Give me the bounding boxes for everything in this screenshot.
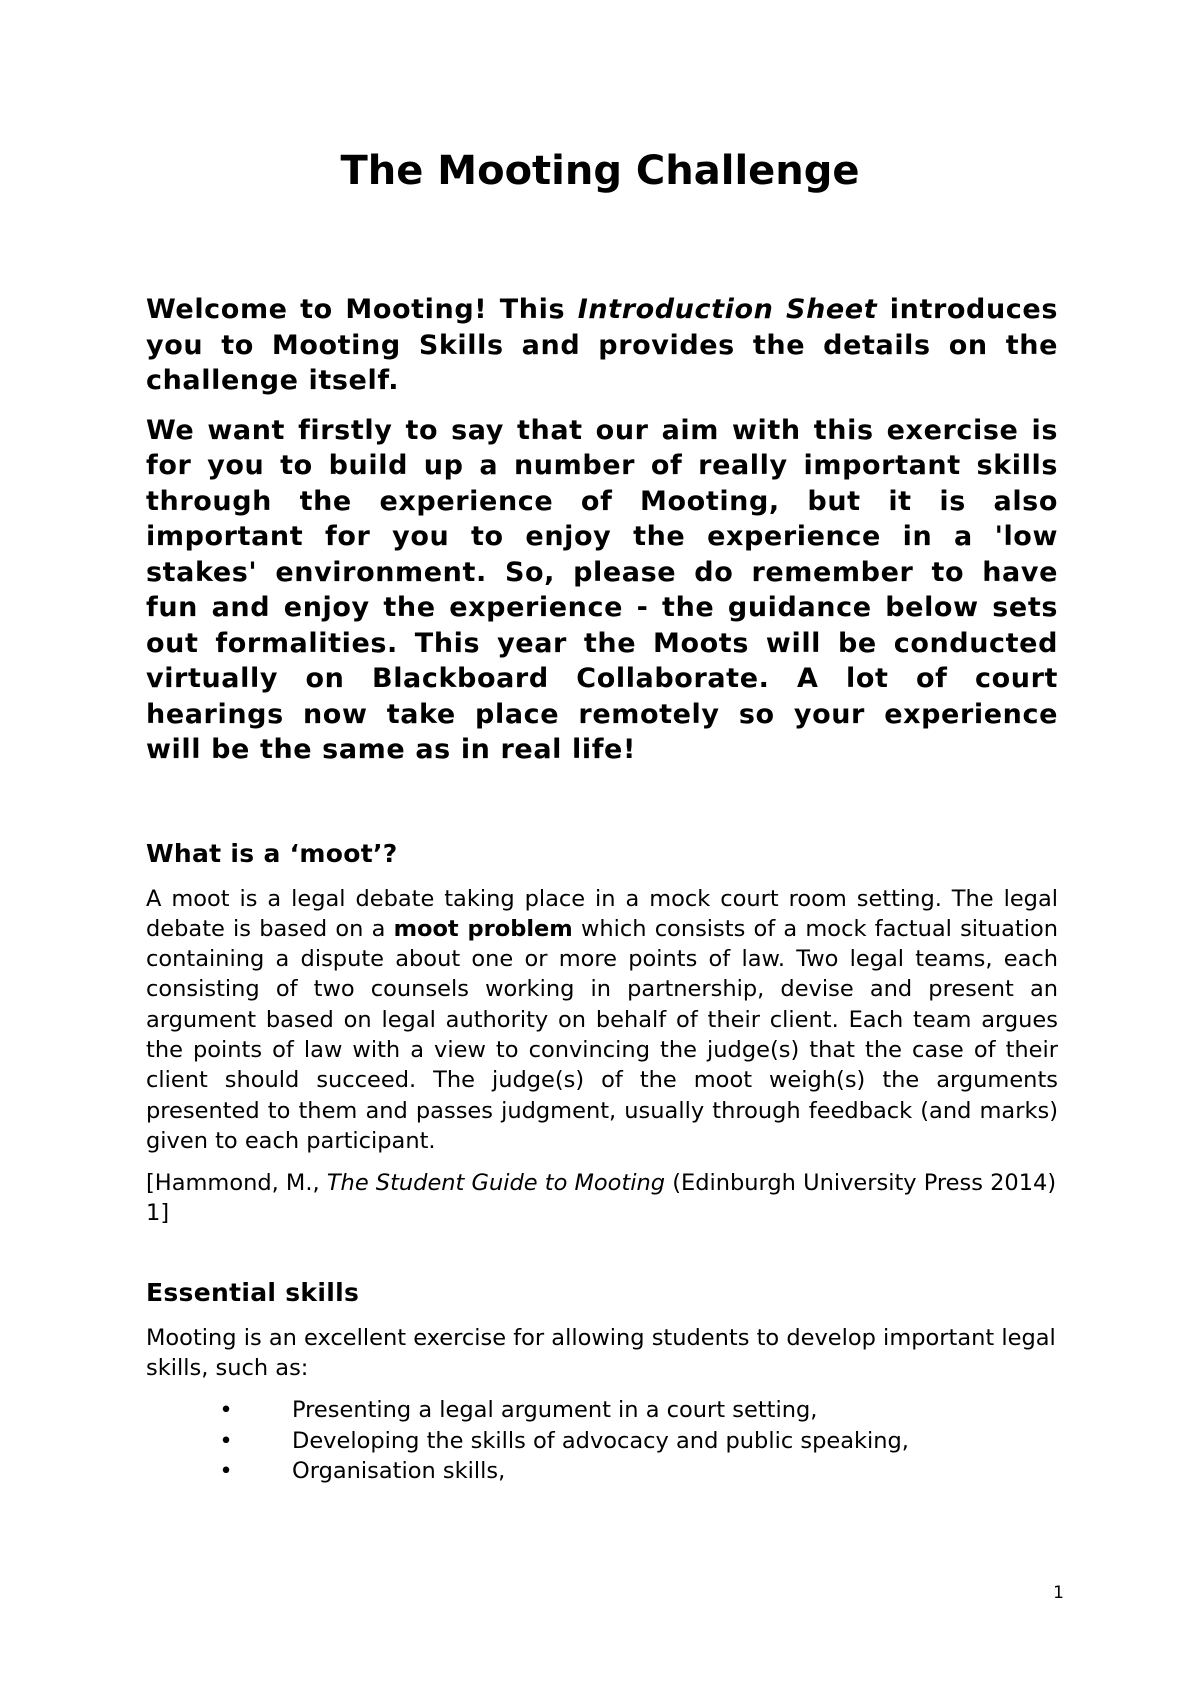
intro-text: introduces you to Mooting Skills and provides the details on the challenge itself.	[146, 294, 1058, 396]
intro-paragraph-aim: We want firstly to say that our aim with this exercise is for you to build up a number of really important skills through the experience of Mooting, but it is also important for you to enjoy the experience in a 'low stakes' environment. So, please do remember to have fun and enjoy the experience - the guidance below sets out formalities. This year the Moots will be conducted virtually on Blackboard Collaborate. A lot of court hearings now take place remotely so your experience will be the same as in real life!	[146, 414, 1058, 765]
list-item-text: Organisation skills,	[292, 1457, 506, 1484]
intro-text: Welcome to Mooting! This	[146, 294, 578, 325]
citation	[146, 1168, 1058, 1229]
citation-book-title: The Student Guide to Mooting	[326, 1170, 666, 1197]
section-heading-what-is-a-moot: What is a ‘moot’?	[146, 838, 398, 868]
bullet-icon: •	[219, 1457, 233, 1484]
section-heading-essential-skills: Essential skills	[146, 1277, 360, 1307]
bullet-icon: •	[219, 1397, 233, 1424]
skills-intro-paragraph: Mooting is an excellent exercise for allowing students to develop important legal skills, such as:	[146, 1324, 1056, 1382]
list-item-text: Developing the skills of advocacy and public speaking,	[292, 1427, 909, 1454]
moot-text: A moot is a legal debate taking place in a mock court room setting. The legal debate is based on a	[146, 885, 1058, 942]
document-title: The Mooting Challenge	[340, 148, 860, 194]
intro-paragraph-welcome	[146, 292, 1058, 399]
intro-section	[146, 292, 1058, 768]
citation-text: [Hammond, M.,	[146, 1170, 327, 1197]
moot-bold-term: moot problem	[393, 915, 573, 942]
list-item	[146, 1426, 1058, 1456]
page-number: 1	[1053, 1583, 1064, 1603]
moot-definition-paragraph	[146, 884, 1058, 1157]
citation-text: (Edinburgh University Press 2014) 1]	[146, 1170, 1057, 1227]
intro-italic-text: Introduction Sheet	[577, 294, 878, 325]
bullet-icon: •	[219, 1427, 233, 1454]
moot-text: which consists of a mock factual situation containing a dispute about one or more points of law. Two legal teams, each consisting of two counsels working in partnership, devise and present an argument based on legal authority on behalf of their client. Each team argues the points of law with a view to convincing the judge(s) that the case of their client should succeed. The judge(s) of the moot weigh(s) the arguments presented to them and passes judgment, usually through feedback (and marks) given to each participant.	[146, 915, 1059, 1154]
list-item	[146, 1456, 1058, 1486]
skills-list	[146, 1395, 1058, 1486]
document-body	[146, 292, 1058, 1486]
list-item-text: Presenting a legal argument in a court setting,	[292, 1397, 818, 1424]
list-item	[146, 1395, 1058, 1425]
